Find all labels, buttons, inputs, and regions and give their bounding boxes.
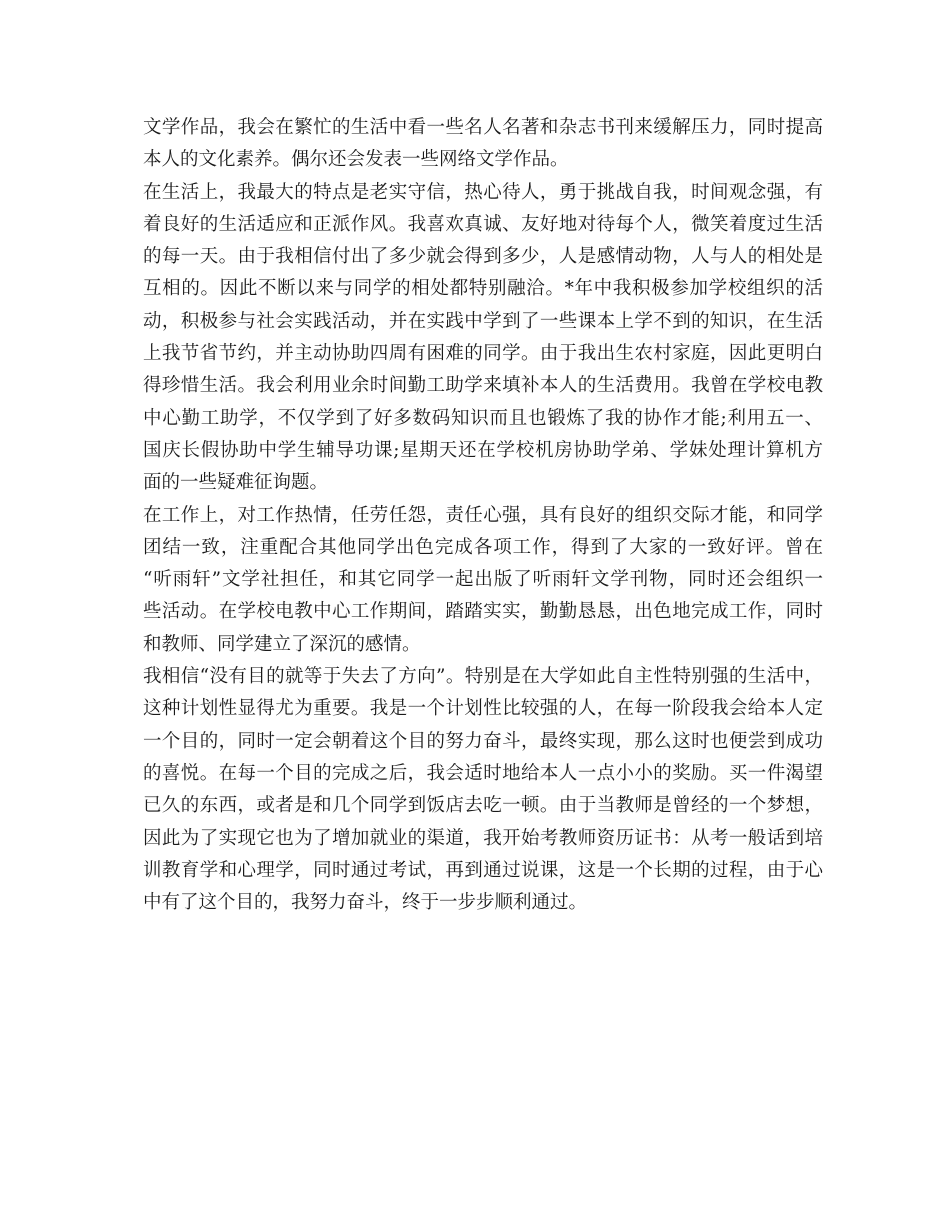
text-line: 已久的东西，或者是和几个同学到饭店去吃一顿。由于当教师是曾经的一个梦想， xyxy=(143,795,823,817)
text-line: 中有了这个目的，我努力奋斗，终于一步步顺利通过。 xyxy=(143,892,588,914)
text-line: 互相的。因此不断以来与同学的相处都特别融洽。*年中我积极参加学校组织的活 xyxy=(143,278,823,300)
text-line: 的喜悦。在每一个目的完成之后，我会适时地给本人一点小小的奖励。买一件渴望 xyxy=(143,762,823,784)
paragraph-goals xyxy=(143,661,823,919)
text-line: 因此为了实现它也为了增加就业的渠道，我开始考教师资历证书：从考一般话到培 xyxy=(143,827,823,849)
text-line: 这种计划性显得尤为重要。我是一个计划性比较强的人，在每一阶段我会给本人定 xyxy=(143,698,823,720)
paragraph-life xyxy=(143,177,823,500)
text-line: 的每一天。由于我相信付出了多少就会得到多少，人是感情动物，人与人的相处是 xyxy=(143,246,823,268)
text-line: 着良好的生活适应和正派作风。我喜欢真诚、友好地对待每个人，微笑着度过生活 xyxy=(143,213,823,235)
text-line: 文学作品，我会在繁忙的生活中看一些名人名著和杂志书刊来缓解压力，同时提高 xyxy=(143,117,823,138)
text-line: 动，积极参与社会实践活动，并在实践中学到了一些课本上学不到的知识，在生活 xyxy=(143,310,823,332)
text-line: 一个目的，同时一定会朝着这个目的努力奋斗，最终实现，那么这时也便尝到成功 xyxy=(143,730,823,752)
text-line: “听雨轩”文学社担任，和其它同学一起出版了听雨轩文学刊物，同时还会组织一 xyxy=(143,569,823,591)
document-body xyxy=(143,112,823,919)
text-line: 中心勤工助学，不仅学到了好多数码知识而且也锻炼了我的协作才能;利用五一、 xyxy=(143,407,823,429)
text-line: 训教育学和心理学，同时通过考试，再到通过说课，这是一个长期的过程，由于心 xyxy=(143,859,823,881)
text-line: 和教师、同学建立了深沉的感情。 xyxy=(143,633,421,655)
text-line: 在工作上，对工作热情，任劳任怨，责任心强，具有良好的组织交际才能，和同学 xyxy=(143,504,823,526)
text-line: 上我节省节约，并主动协助四周有困难的同学。由于我出生农村家庭，因此更明白 xyxy=(143,343,823,365)
paragraph-work xyxy=(143,500,823,661)
text-line: 国庆长假协助中学生辅导功课;星期天还在学校机房协助学弟、学妹处理计算机方 xyxy=(143,439,823,461)
text-line: 我相信“没有目的就等于失去了方向”。特别是在大学如此自主性特别强的生活中， xyxy=(143,666,823,688)
text-line: 些活动。在学校电教中心工作期间，踏踏实实，勤勤恳恳，出色地完成工作，同时 xyxy=(143,601,823,623)
text-line: 在生活上，我最大的特点是老实守信，热心待人，勇于挑战自我，时间观念强，有 xyxy=(143,181,823,203)
text-line: 面的一些疑难征询题。 xyxy=(143,472,329,494)
text-line: 得珍惜生活。我会利用业余时间勤工助学来填补本人的生活费用。我曾在学校电教 xyxy=(143,375,823,397)
paragraph-reading-habits xyxy=(143,112,823,177)
text-line: 团结一致，注重配合其他同学出色完成各项工作，得到了大家的一致好评。曾在 xyxy=(143,536,823,558)
text-line: 本人的文化素养。偶尔还会发表一些网络文学作品。 xyxy=(143,149,569,171)
